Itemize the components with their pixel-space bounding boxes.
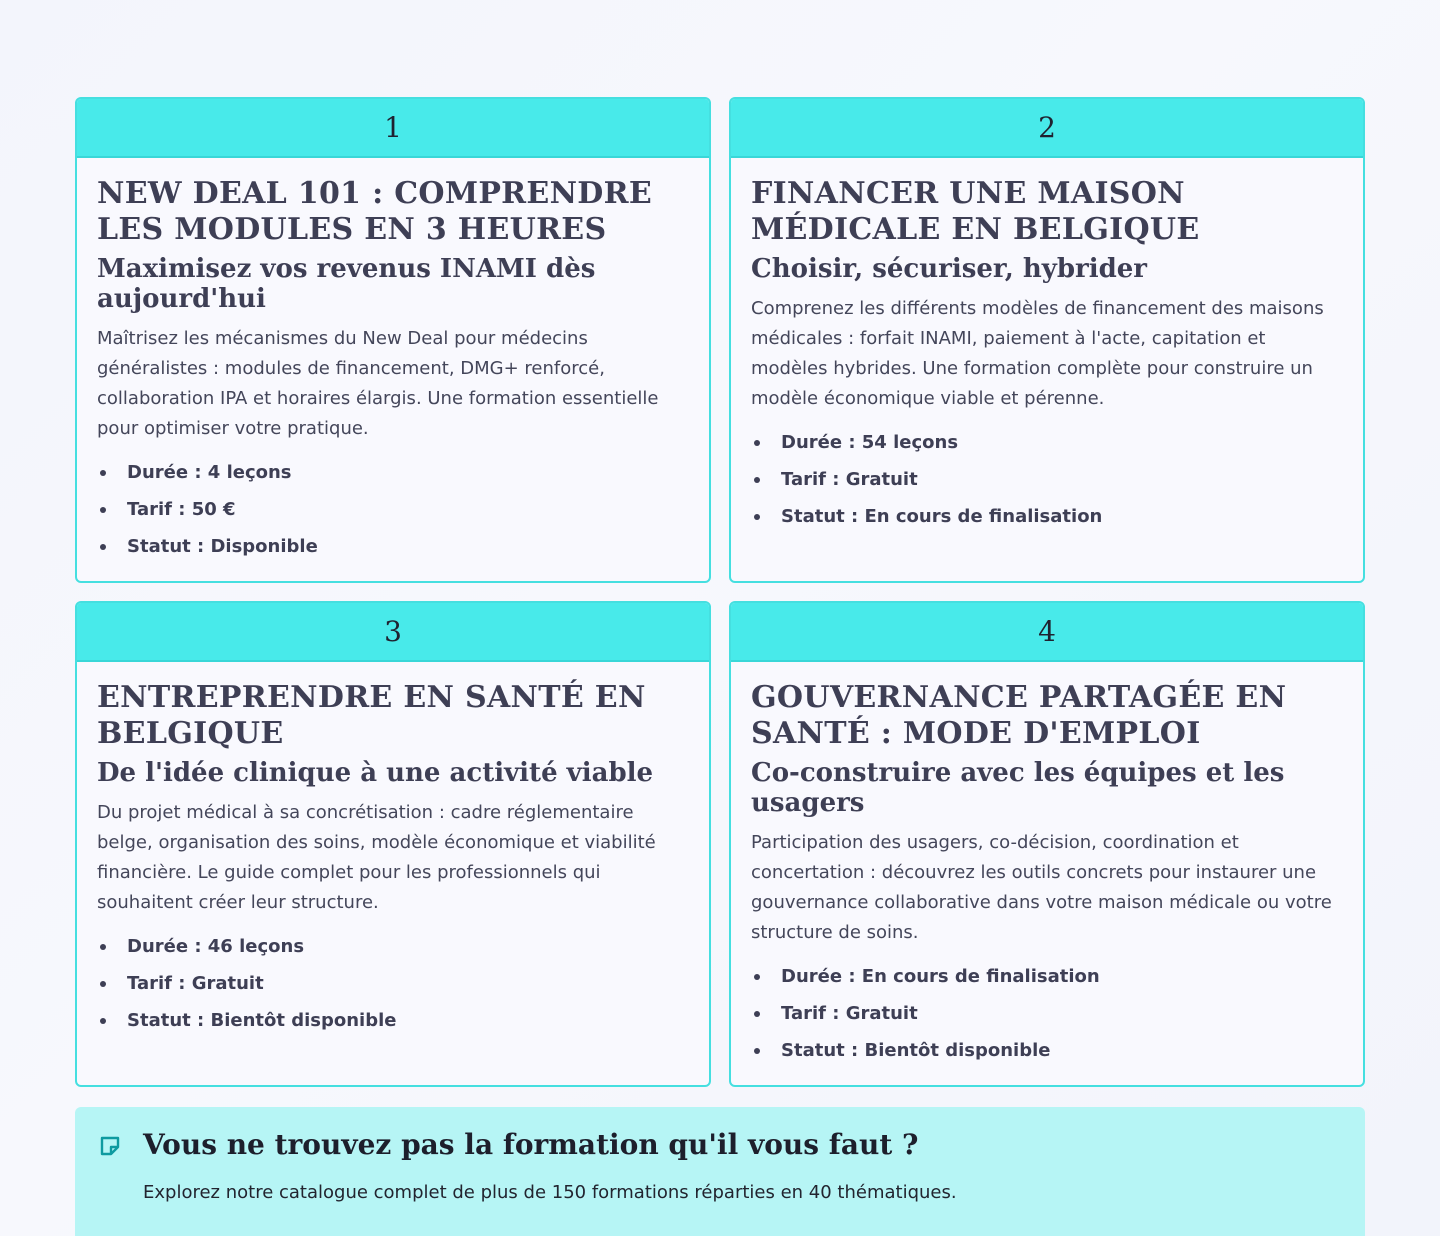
course-description: Comprenez les différents modèles de financement des maisons médicales : forfait INAMI, paiement à l'acte, capitation et modèles hybrides. Une formation complète pour construire un modèle économique viable et pérenne. [751, 298, 1324, 409]
course-status: Statut : Disponible [97, 528, 689, 565]
note-icon [99, 1135, 121, 1157]
course-card[interactable] [75, 97, 711, 583]
course-status: Statut : Bientôt disponible [751, 1032, 1343, 1069]
course-details [751, 958, 1343, 1069]
course-title: GOUVERNANCE PARTAGÉE EN SANTÉ : MODE D'EMPLOI [751, 680, 1287, 751]
course-body [77, 662, 709, 1039]
course-card[interactable] [729, 601, 1365, 1087]
course-price: Tarif : 50 € [97, 491, 689, 528]
callout-title: Vous ne trouvez pas la formation qu'il vous faut ? [143, 1128, 919, 1161]
course-card[interactable] [75, 601, 711, 1087]
course-duration: Durée : 46 leçons [97, 928, 689, 965]
course-body [77, 158, 709, 565]
course-duration: Durée : En cours de finalisation [751, 958, 1343, 995]
callout-text: Explorez notre catalogue complet de plus de 150 formations réparties en 40 thématiques. [143, 1182, 957, 1203]
course-title: FINANCER UNE MAISON MÉDICALE EN BELGIQUE [751, 176, 1200, 247]
course-number: 3 [77, 603, 709, 662]
course-number: 2 [731, 99, 1363, 158]
course-card[interactable] [729, 97, 1365, 583]
course-number: 1 [77, 99, 709, 158]
course-body [731, 158, 1363, 535]
course-description: Maîtrisez les mécanismes du New Deal pour médecins généralistes : modules de financement, DMG+ renforcé, collaboration IPA et horaires élargis. Une formation essentielle pour optimiser votre pratique. [97, 328, 659, 439]
course-subtitle: Co-construire avec les équipes et les usagers [751, 758, 1285, 818]
course-body [731, 662, 1363, 1069]
course-subtitle: De l'idée clinique à une activité viable [97, 758, 654, 788]
course-details [97, 454, 689, 565]
course-description: Participation des usagers, co-décision, coordination et concertation : découvrez les outils concrets pour instaurer une gouvernance collaborative dans votre maison médicale ou votre structure de soins. [751, 832, 1332, 943]
course-subtitle: Maximisez vos revenus INAMI dès aujourd'hui [97, 254, 596, 314]
course-details [97, 928, 689, 1039]
course-price: Tarif : Gratuit [751, 461, 1343, 498]
course-status: Statut : Bientôt disponible [97, 1002, 689, 1039]
catalog-callout [75, 1107, 1365, 1236]
course-number: 4 [731, 603, 1363, 662]
course-price: Tarif : Gratuit [97, 965, 689, 1002]
course-title: NEW DEAL 101 : COMPRENDRE LES MODULES EN 3 HEURES [97, 176, 653, 247]
course-duration: Durée : 54 leçons [751, 424, 1343, 461]
course-description: Du projet médical à sa concrétisation : cadre réglementaire belge, organisation des soins, modèle économique et viabilité financière. Le guide complet pour les professionnels qui souhaitent créer leur structure. [97, 802, 656, 913]
course-price: Tarif : Gratuit [751, 995, 1343, 1032]
course-title: ENTREPRENDRE EN SANTÉ EN BELGIQUE [97, 680, 646, 751]
course-grid [75, 97, 1365, 1087]
course-duration: Durée : 4 leçons [97, 454, 689, 491]
course-details [751, 424, 1343, 535]
course-status: Statut : En cours de finalisation [751, 498, 1343, 535]
course-subtitle: Choisir, sécuriser, hybrider [751, 254, 1148, 284]
